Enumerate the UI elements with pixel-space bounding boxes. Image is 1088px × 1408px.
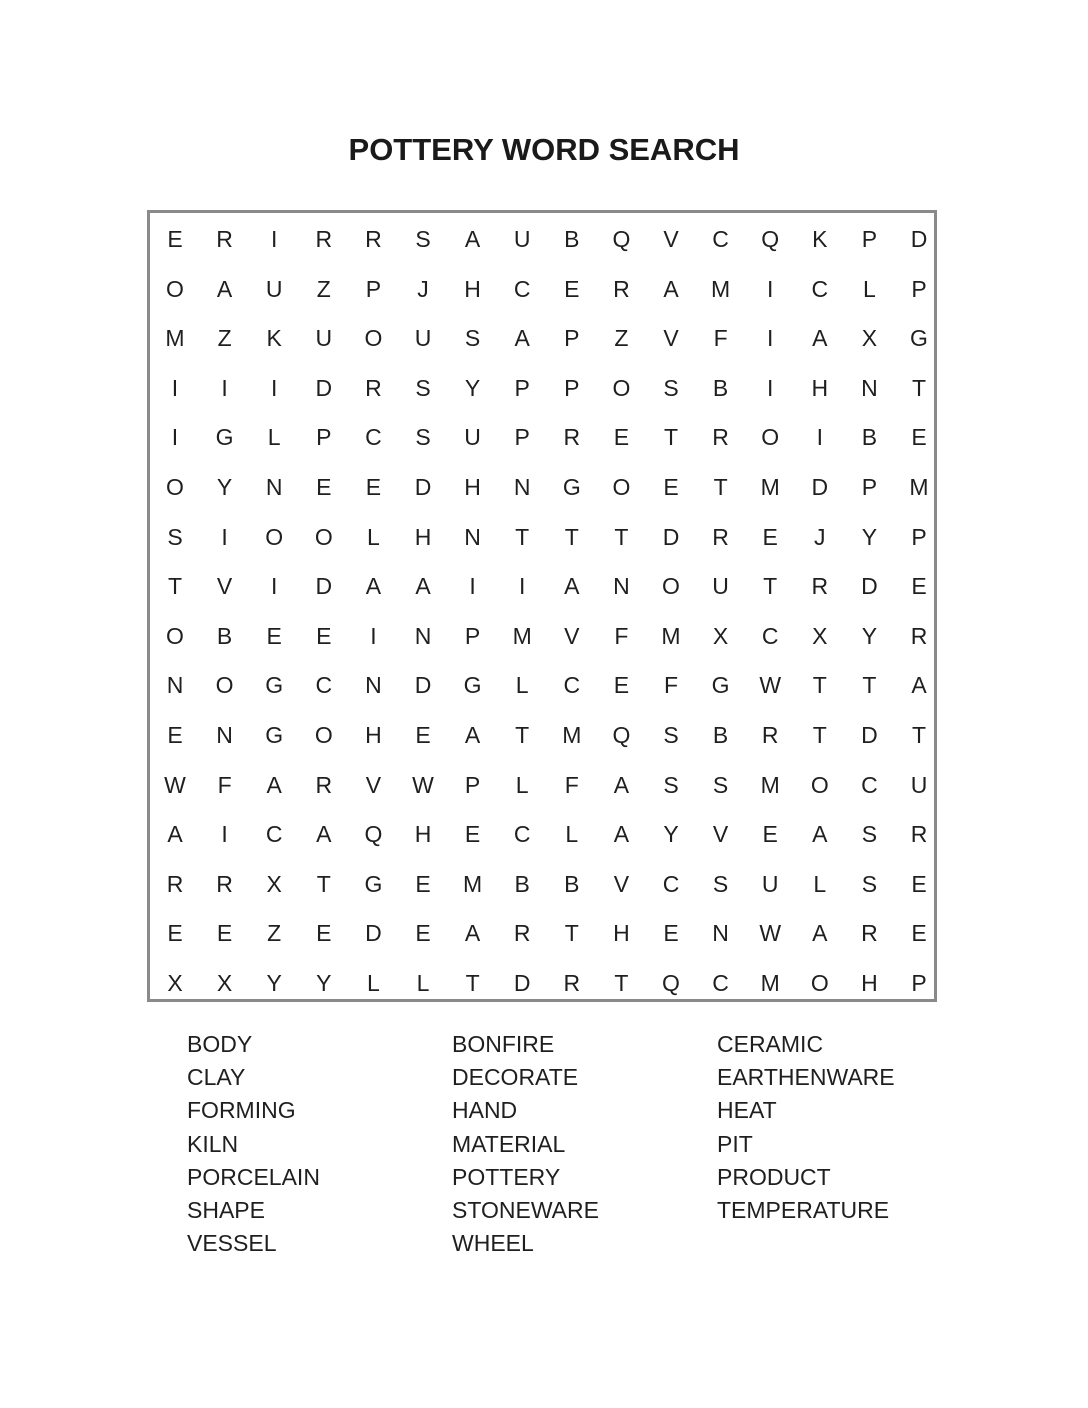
grid-cell[interactable]: E bbox=[663, 920, 679, 947]
grid-cell[interactable]: U bbox=[265, 275, 283, 302]
word-column-3 bbox=[717, 1028, 977, 1227]
grid-row bbox=[150, 363, 934, 413]
grid-cell[interactable]: U bbox=[315, 325, 333, 352]
word-list-item: FORMING bbox=[187, 1097, 296, 1124]
grid-cell[interactable]: O bbox=[166, 275, 184, 302]
grid-cell[interactable]: C bbox=[365, 424, 382, 451]
grid-cell[interactable]: S bbox=[663, 722, 679, 748]
grid-cell[interactable]: R bbox=[811, 573, 829, 600]
grid-cell[interactable]: U bbox=[712, 573, 729, 600]
grid-cell[interactable]: K bbox=[812, 226, 828, 252]
grid-cell[interactable]: L bbox=[515, 771, 529, 798]
grid-cell[interactable]: Q bbox=[761, 226, 780, 252]
grid-cell[interactable]: P bbox=[464, 622, 481, 649]
grid-cell[interactable]: H bbox=[464, 474, 481, 500]
grid-row bbox=[150, 264, 934, 314]
grid-cell[interactable]: N bbox=[365, 672, 382, 699]
grid-cell[interactable]: C bbox=[712, 226, 729, 252]
grid-cell[interactable]: C bbox=[761, 622, 779, 649]
grid-cell[interactable]: I bbox=[221, 821, 228, 848]
grid-cell[interactable]: P bbox=[514, 374, 530, 401]
grid-cell[interactable]: T bbox=[663, 424, 679, 451]
grid-cell[interactable]: V bbox=[663, 226, 679, 252]
grid-cell[interactable]: R bbox=[761, 722, 779, 748]
grid-row bbox=[150, 611, 934, 661]
grid-cell[interactable]: R bbox=[712, 523, 729, 550]
grid-cell[interactable]: A bbox=[464, 226, 481, 252]
grid-cell[interactable]: H bbox=[811, 374, 829, 401]
grid-row bbox=[150, 859, 934, 909]
grid-cell[interactable]: D bbox=[365, 920, 382, 947]
grid-cell[interactable]: U bbox=[464, 424, 481, 451]
grid-cell[interactable]: G bbox=[364, 870, 383, 897]
grid-cell[interactable]: I bbox=[370, 622, 377, 649]
grid-row bbox=[150, 561, 934, 611]
grid-cell[interactable]: S bbox=[663, 771, 679, 798]
word-list-item: DECORATE bbox=[452, 1064, 579, 1091]
grid-row bbox=[150, 462, 934, 512]
letter-grid bbox=[147, 210, 937, 1002]
grid-cell[interactable]: E bbox=[564, 275, 580, 302]
grid-cell[interactable]: O bbox=[314, 722, 333, 748]
grid-cell[interactable]: S bbox=[464, 325, 481, 352]
grid-cell[interactable]: S bbox=[712, 870, 729, 897]
grid-cell[interactable]: F bbox=[713, 325, 728, 352]
grid-cell[interactable]: N bbox=[414, 622, 432, 649]
grid-cell[interactable]: T bbox=[812, 722, 827, 748]
grid-cell[interactable]: V bbox=[613, 870, 630, 897]
grid-cell[interactable]: Y bbox=[266, 970, 282, 996]
grid-cell[interactable]: O bbox=[265, 523, 284, 550]
grid-cell[interactable]: V bbox=[663, 325, 679, 352]
grid-cell[interactable]: R bbox=[712, 424, 729, 451]
word-list-item: MATERIAL bbox=[452, 1130, 566, 1157]
grid-cell[interactable]: M bbox=[165, 325, 185, 352]
grid-cell[interactable]: C bbox=[513, 275, 531, 302]
grid-cell[interactable]: D bbox=[513, 970, 531, 996]
grid-cell[interactable]: P bbox=[564, 374, 580, 401]
grid-cell[interactable]: A bbox=[911, 672, 927, 699]
grid-cell[interactable]: F bbox=[564, 771, 579, 798]
grid-cell[interactable]: C bbox=[662, 870, 680, 897]
grid-cell[interactable]: G bbox=[562, 474, 581, 500]
grid-cell[interactable]: E bbox=[663, 474, 679, 500]
grid-cell[interactable]: N bbox=[712, 920, 729, 947]
grid-cell[interactable]: A bbox=[365, 573, 382, 600]
grid-cell[interactable]: X bbox=[216, 970, 233, 996]
grid-cell[interactable]: P bbox=[365, 275, 382, 302]
grid-cell[interactable]: R bbox=[563, 424, 581, 451]
grid-cell[interactable]: X bbox=[812, 622, 828, 649]
grid-cell[interactable]: E bbox=[911, 870, 927, 897]
grid-cell[interactable]: O bbox=[364, 325, 383, 352]
grid-cell[interactable]: W bbox=[164, 771, 186, 798]
grid-cell[interactable]: R bbox=[315, 226, 333, 252]
grid-cell[interactable]: P bbox=[514, 424, 530, 451]
grid-cell[interactable]: E bbox=[415, 920, 431, 947]
grid-cell[interactable]: H bbox=[861, 970, 878, 996]
grid-cell[interactable]: B bbox=[216, 622, 233, 649]
grid-cell[interactable]: E bbox=[316, 474, 332, 500]
grid-row bbox=[150, 710, 934, 760]
grid-cell[interactable]: B bbox=[712, 722, 729, 748]
grid-cell[interactable]: O bbox=[612, 374, 631, 401]
grid-cell[interactable]: I bbox=[270, 573, 278, 600]
grid-cell[interactable]: L bbox=[366, 523, 380, 550]
grid-cell[interactable]: S bbox=[415, 226, 431, 252]
grid-cell[interactable]: R bbox=[613, 275, 630, 302]
grid-cell[interactable]: M bbox=[711, 275, 731, 302]
grid-cell[interactable]: O bbox=[810, 771, 829, 798]
grid-cell[interactable]: O bbox=[761, 424, 780, 451]
grid-cell[interactable]: A bbox=[564, 573, 580, 600]
grid-row bbox=[150, 512, 934, 562]
grid-cell[interactable]: A bbox=[812, 920, 828, 947]
grid-cell[interactable]: A bbox=[167, 821, 183, 848]
grid-cell[interactable]: S bbox=[415, 424, 431, 451]
word-list-item: PRODUCT bbox=[717, 1163, 831, 1190]
grid-cell[interactable]: F bbox=[614, 622, 629, 649]
grid-cell[interactable]: Z bbox=[614, 325, 629, 352]
grid-cell[interactable]: R bbox=[166, 870, 184, 897]
grid-cell[interactable]: C bbox=[513, 821, 531, 848]
grid-cell[interactable]: T bbox=[911, 722, 927, 748]
grid-cell[interactable]: G bbox=[265, 672, 284, 699]
grid-cell[interactable]: L bbox=[515, 672, 529, 699]
grid-cell[interactable]: A bbox=[464, 920, 481, 947]
grid-cell[interactable]: E bbox=[911, 573, 927, 600]
grid-cell[interactable]: S bbox=[861, 821, 878, 848]
grid-cell[interactable]: P bbox=[464, 771, 481, 798]
grid-cell[interactable]: E bbox=[266, 622, 282, 649]
grid-row bbox=[150, 908, 934, 958]
word-list-item: BONFIRE bbox=[452, 1031, 555, 1057]
grid-cell[interactable]: C bbox=[315, 672, 333, 699]
grid-cell[interactable]: P bbox=[316, 424, 332, 451]
word-list-item: POTTERY bbox=[452, 1163, 561, 1190]
grid-cell[interactable]: E bbox=[167, 920, 183, 947]
grid-cell[interactable]: O bbox=[166, 622, 184, 649]
word-list-item: HEAT bbox=[717, 1097, 777, 1124]
grid-cell[interactable]: I bbox=[270, 374, 278, 401]
grid-cell[interactable]: X bbox=[861, 325, 878, 352]
grid-cell[interactable]: Y bbox=[316, 970, 332, 996]
grid-row bbox=[150, 412, 934, 462]
grid-cell[interactable]: I bbox=[518, 573, 526, 600]
grid-cell[interactable]: D bbox=[910, 226, 928, 252]
grid-cell[interactable]: S bbox=[415, 374, 431, 401]
grid-cell[interactable]: T bbox=[564, 523, 579, 550]
grid-cell[interactable]: N bbox=[216, 722, 233, 748]
grid-cell[interactable]: M bbox=[512, 622, 532, 649]
word-list-item: BODY bbox=[187, 1031, 253, 1057]
grid-row bbox=[150, 958, 934, 1008]
grid-cell[interactable]: L bbox=[267, 424, 281, 451]
grid-cell[interactable]: D bbox=[414, 672, 432, 699]
grid-cell[interactable]: D bbox=[414, 474, 432, 500]
grid-cell[interactable]: L bbox=[813, 870, 827, 897]
grid-cell[interactable]: R bbox=[910, 821, 928, 848]
grid-cell[interactable]: N bbox=[613, 573, 630, 600]
grid-cell[interactable]: A bbox=[613, 771, 630, 798]
grid-cell[interactable]: Y bbox=[464, 374, 481, 401]
grid-cell[interactable]: E bbox=[415, 722, 431, 748]
grid-cell[interactable]: O bbox=[166, 474, 184, 500]
grid-row bbox=[150, 760, 934, 810]
grid-row bbox=[150, 660, 934, 710]
grid-cell[interactable]: I bbox=[221, 523, 228, 550]
grid-cell[interactable]: V bbox=[564, 622, 580, 649]
grid-cell[interactable]: A bbox=[415, 573, 431, 600]
grid-cell[interactable]: L bbox=[366, 970, 380, 996]
grid-cell[interactable]: G bbox=[215, 424, 234, 451]
grid-cell[interactable]: E bbox=[167, 226, 183, 252]
grid-cell[interactable]: F bbox=[217, 771, 232, 798]
grid-cell[interactable]: B bbox=[514, 870, 530, 897]
grid-cell[interactable]: G bbox=[910, 325, 928, 352]
grid-cell[interactable]: Y bbox=[663, 821, 679, 848]
grid-cell[interactable]: T bbox=[465, 970, 480, 996]
grid-cell[interactable]: D bbox=[315, 573, 333, 600]
grid-cell[interactable]: A bbox=[613, 821, 630, 848]
grid-cell[interactable]: D bbox=[811, 474, 829, 500]
grid-cell[interactable]: T bbox=[614, 970, 629, 996]
grid-cell[interactable]: I bbox=[766, 374, 774, 401]
grid-cell[interactable]: G bbox=[463, 672, 482, 699]
grid-cell[interactable]: W bbox=[759, 920, 782, 947]
grid-cell[interactable]: H bbox=[414, 523, 432, 550]
word-list-item: PORCELAIN bbox=[187, 1163, 320, 1190]
grid-cell[interactable]: K bbox=[266, 325, 282, 352]
grid-cell[interactable]: C bbox=[563, 672, 581, 699]
grid-cell[interactable]: D bbox=[861, 722, 878, 748]
grid-cell[interactable]: M bbox=[909, 474, 929, 500]
word-list-item: STONEWARE bbox=[452, 1196, 599, 1223]
grid-cell[interactable]: Z bbox=[267, 920, 282, 947]
grid-cell[interactable]: V bbox=[216, 573, 233, 600]
grid-cell[interactable]: Y bbox=[861, 622, 878, 649]
grid-cell[interactable]: R bbox=[216, 870, 233, 897]
grid-cell[interactable]: I bbox=[171, 424, 179, 451]
grid-cell[interactable]: P bbox=[911, 275, 927, 302]
grid-cell[interactable]: W bbox=[759, 672, 782, 699]
grid-cell[interactable]: R bbox=[861, 920, 878, 947]
grid-cell[interactable]: X bbox=[266, 870, 282, 897]
grid-cell[interactable]: H bbox=[414, 821, 432, 848]
grid-cells bbox=[150, 213, 934, 999]
grid-cell[interactable]: A bbox=[316, 821, 332, 848]
grid-cell[interactable]: E bbox=[216, 920, 233, 947]
grid-cell[interactable]: Y bbox=[861, 523, 878, 550]
grid-cell[interactable]: B bbox=[861, 424, 878, 451]
grid-cell[interactable]: O bbox=[314, 523, 333, 550]
grid-cell[interactable]: M bbox=[562, 722, 582, 748]
grid-cell[interactable]: U bbox=[513, 226, 531, 252]
grid-cell[interactable]: R bbox=[563, 970, 581, 996]
grid-cell[interactable]: I bbox=[816, 424, 823, 451]
grid-cell[interactable]: T bbox=[911, 374, 927, 401]
grid-cell[interactable]: E bbox=[365, 474, 382, 500]
grid-cell[interactable]: U bbox=[414, 325, 432, 352]
word-list-item: HAND bbox=[452, 1097, 518, 1124]
grid-cell[interactable]: C bbox=[712, 970, 729, 996]
grid-cell[interactable]: E bbox=[911, 920, 927, 947]
grid-cell[interactable]: P bbox=[564, 325, 580, 352]
word-list-item: TEMPERATURE bbox=[717, 1196, 890, 1223]
grid-cell[interactable]: R bbox=[216, 226, 233, 252]
grid-cell[interactable]: P bbox=[911, 970, 927, 996]
grid-cell[interactable]: Q bbox=[612, 722, 631, 748]
grid-cell[interactable]: Z bbox=[217, 325, 232, 352]
grid-cell[interactable]: A bbox=[663, 275, 679, 302]
grid-cell[interactable]: A bbox=[812, 821, 828, 848]
grid-cell[interactable]: R bbox=[365, 374, 382, 401]
grid-row bbox=[150, 313, 934, 363]
grid-cell[interactable]: N bbox=[861, 374, 878, 401]
grid-cell[interactable]: N bbox=[513, 474, 531, 500]
grid-cell[interactable]: E bbox=[316, 622, 332, 649]
grid-cell[interactable]: E bbox=[316, 920, 332, 947]
grid-cell[interactable]: H bbox=[613, 920, 630, 947]
grid-cell[interactable]: N bbox=[265, 474, 283, 500]
grid-cell[interactable]: T bbox=[515, 722, 530, 748]
grid-cell[interactable]: S bbox=[861, 870, 878, 897]
grid-cell[interactable]: L bbox=[416, 970, 430, 996]
grid-cell[interactable]: P bbox=[911, 523, 927, 550]
grid-cell[interactable]: O bbox=[612, 474, 631, 500]
grid-cell[interactable]: V bbox=[712, 821, 729, 848]
grid-row bbox=[150, 809, 934, 859]
grid-cell[interactable]: S bbox=[167, 523, 183, 550]
grid-cell[interactable]: B bbox=[564, 870, 580, 897]
grid-cell[interactable]: T bbox=[316, 870, 331, 897]
grid-cell[interactable]: T bbox=[862, 672, 877, 699]
grid-cell[interactable]: D bbox=[662, 523, 680, 550]
grid-cell[interactable]: H bbox=[365, 722, 382, 748]
grid-cell[interactable]: Q bbox=[364, 821, 383, 848]
grid-cell[interactable]: M bbox=[760, 474, 780, 500]
word-column-2 bbox=[452, 1028, 712, 1260]
grid-cell[interactable]: D bbox=[861, 573, 878, 600]
grid-cell[interactable]: E bbox=[762, 821, 778, 848]
grid-cell[interactable]: L bbox=[565, 821, 579, 848]
grid-cell[interactable]: O bbox=[215, 672, 234, 699]
grid-cell[interactable]: I bbox=[469, 573, 476, 600]
grid-cell[interactable]: L bbox=[862, 275, 876, 302]
word-column-1 bbox=[187, 1028, 447, 1260]
grid-cell[interactable]: A bbox=[514, 325, 530, 352]
grid-cell[interactable]: T bbox=[564, 920, 579, 947]
grid-cell[interactable]: X bbox=[167, 970, 183, 996]
grid-cell[interactable]: T bbox=[614, 523, 629, 550]
grid-cell[interactable]: I bbox=[766, 275, 774, 302]
grid-row bbox=[150, 214, 934, 264]
grid-cell[interactable]: T bbox=[713, 474, 728, 500]
word-list-item: WHEEL bbox=[452, 1230, 534, 1257]
grid-cell[interactable]: Q bbox=[662, 970, 680, 996]
grid-cell[interactable]: T bbox=[515, 523, 530, 550]
word-list-item: CERAMIC bbox=[717, 1031, 824, 1057]
grid-cell[interactable]: T bbox=[167, 573, 183, 600]
grid-cell[interactable]: E bbox=[911, 424, 927, 451]
word-list-item: CLAY bbox=[187, 1064, 246, 1091]
grid-cell[interactable]: Z bbox=[316, 275, 331, 302]
word-list-item: SHAPE bbox=[187, 1196, 265, 1223]
grid-cell[interactable]: A bbox=[464, 722, 481, 748]
grid-cell[interactable]: S bbox=[712, 771, 729, 798]
grid-cell[interactable]: G bbox=[711, 672, 730, 699]
grid-cell[interactable]: E bbox=[613, 424, 630, 451]
grid-cell[interactable]: C bbox=[811, 275, 829, 302]
word-list-item: VESSEL bbox=[187, 1230, 277, 1257]
grid-cell[interactable]: M bbox=[760, 771, 780, 798]
grid-cell[interactable]: X bbox=[712, 622, 729, 649]
grid-cell[interactable]: B bbox=[564, 226, 580, 252]
grid-cell[interactable]: G bbox=[265, 722, 284, 748]
grid-cell[interactable]: A bbox=[812, 325, 828, 352]
grid-cell[interactable]: E bbox=[464, 821, 481, 848]
grid-cell[interactable]: R bbox=[513, 920, 531, 947]
grid-cell[interactable]: P bbox=[861, 474, 878, 500]
grid-cell[interactable]: V bbox=[365, 771, 382, 798]
grid-cell[interactable]: P bbox=[861, 226, 878, 252]
grid-cell[interactable]: E bbox=[762, 523, 778, 550]
grid-cell[interactable]: R bbox=[365, 226, 382, 252]
grid-cell[interactable]: O bbox=[662, 573, 680, 600]
grid-cell[interactable]: I bbox=[766, 325, 774, 352]
word-list-item: EARTHENWARE bbox=[717, 1064, 895, 1091]
grid-cell[interactable]: J bbox=[814, 523, 826, 550]
grid-cell[interactable]: F bbox=[663, 672, 679, 699]
grid-cell[interactable]: T bbox=[763, 573, 778, 600]
grid-cell[interactable]: I bbox=[221, 374, 228, 401]
grid-cell[interactable]: B bbox=[712, 374, 729, 401]
grid-cell[interactable]: C bbox=[861, 771, 878, 798]
grid-cell[interactable]: M bbox=[463, 870, 483, 897]
grid-cell[interactable]: R bbox=[315, 771, 333, 798]
grid-cell[interactable]: A bbox=[266, 771, 282, 798]
grid-cell[interactable]: M bbox=[760, 970, 780, 996]
grid-cell[interactable]: N bbox=[464, 523, 481, 550]
grid-cell[interactable]: I bbox=[171, 374, 179, 401]
grid-cell[interactable]: C bbox=[265, 821, 283, 848]
word-list-item: PIT bbox=[717, 1130, 753, 1157]
grid-cell[interactable]: S bbox=[663, 374, 679, 401]
grid-cell[interactable]: I bbox=[270, 226, 278, 252]
word-list bbox=[187, 1028, 987, 1268]
grid-cell[interactable]: E bbox=[167, 722, 183, 748]
grid-cell[interactable]: N bbox=[166, 672, 184, 699]
page-title: POTTERY WORD SEARCH bbox=[348, 132, 740, 167]
grid-cell[interactable]: U bbox=[910, 771, 928, 798]
grid-cell[interactable]: Q bbox=[612, 226, 631, 252]
grid-cell[interactable]: W bbox=[412, 771, 434, 798]
grid-cell[interactable]: J bbox=[417, 275, 429, 302]
grid-cell[interactable]: U bbox=[761, 870, 779, 897]
grid-cell[interactable]: H bbox=[464, 275, 481, 302]
grid-cell[interactable]: T bbox=[812, 672, 827, 699]
word-list-item: KILN bbox=[187, 1130, 239, 1157]
grid-cell[interactable]: E bbox=[613, 672, 630, 699]
grid-cell[interactable]: M bbox=[661, 622, 681, 649]
grid-cell[interactable]: E bbox=[415, 870, 431, 897]
grid-cell[interactable]: Y bbox=[216, 474, 233, 500]
grid-cell[interactable]: R bbox=[910, 622, 928, 649]
grid-cell[interactable]: D bbox=[315, 374, 333, 401]
grid-cell[interactable]: A bbox=[216, 275, 233, 302]
grid-cell[interactable]: O bbox=[810, 970, 829, 996]
